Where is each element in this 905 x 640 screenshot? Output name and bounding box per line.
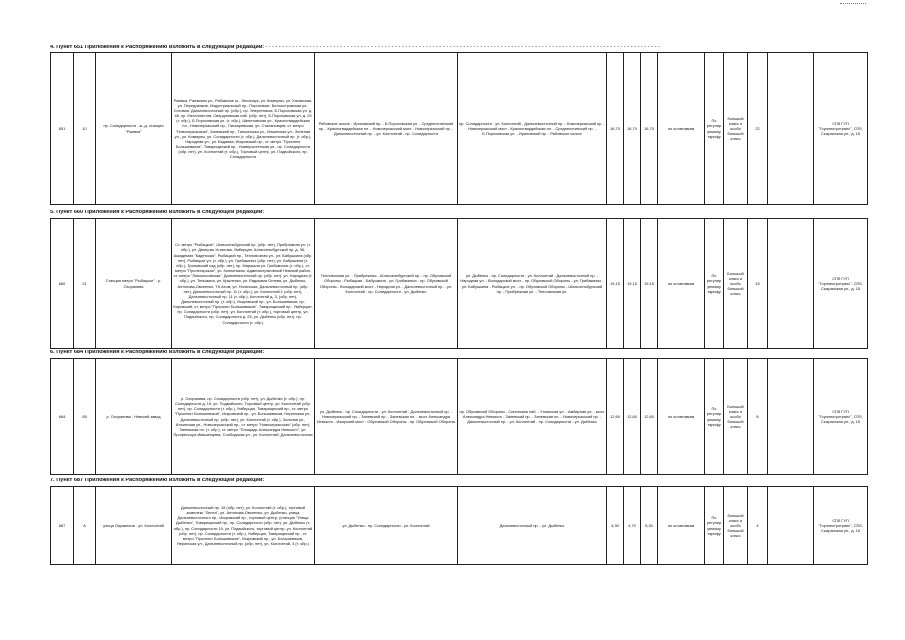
empty-cell bbox=[768, 53, 814, 205]
section-title: 7. Пункт 687 Приложения к Распоряжению изложить в следующей редакции: bbox=[50, 478, 265, 483]
table-row bbox=[51, 219, 868, 349]
route-stops: Дальневосточный пр. 15 (обр. нет), ул. Коллонтай (т. обр.), торговый комплекс "Лента", ул. Антонова-Овсеенко, ул. Дыбенко, улица Дальневосточного пр., Искровский пр., торговый центр, (станция "Улица Дыбенко", Товарищеский пр., пр. Солидарности (обр. нет), ул. Дыбенко (т. обр.), пр. Солидарности 19, ул. Подвойского, торговый центр, ул. Коллонтай (обр. нет), пр. Солидарности (т. обр.), Умберцан, Товарищеский пр., ст. метро "Проспект Большевиков", Искровский пр., ул. Большевиков, Неринская ул., Дальневосточный пр. (обр. нет), ул. Коллонтай, 3 (т. обр.) bbox=[172, 487, 315, 565]
carrier: СПб ГУП "Горэлектротранс", СПб, Сызранская ул., д. 15 bbox=[814, 53, 868, 205]
route-forward: ул. Дыбенко - пр. Солидарности - ул. Коллонтай bbox=[315, 487, 458, 565]
carrier: СПб ГУП "Горэлектротранс", СПб, Сызранская ул., д. 15 bbox=[814, 487, 868, 565]
route-stops: р. Охоранива, пр. Солидарности (обр. нет), ул. Дыбенко (т. обр.), пр. Солидарности д. 19, ул. Подвойского, Торговый центр, ул. Коллонтай (обр. нет), пр. Солидарности (т. обр.), Умберцан, Товарищеский пр., ст. метро "Проспект Большевиков", Искровский пр., ул. Большевиков, Неринская ул., Дальневосточный пр. (обр. нет), ул. Коллонтай (т. обр.), Зольная ул., Ильинская ул., Новочеркасский пр., ст. метро "Новочеркасская" (обр. нет), Заневская пл. (т. обр.), ст. метро "Площадь Александра Невского", ул. Профессора Ивашенцева, Слободская ул., ул. Коллонтай, Дальневосточная bbox=[172, 359, 315, 475]
table-row bbox=[51, 359, 868, 475]
vehicle-count: 4 bbox=[748, 487, 768, 565]
route-forward: Рябовское шоссе - Ириновский пр. - Б.Пороховская ул. - Среднеохтинский пр. - Красногвардейская пл. - Новочеркасский мост - Новочеркасский пр. - Дальневосточный пр. - ул. Коллонтай - пр. Солидарности bbox=[315, 53, 458, 205]
route-stops: Ст. метро "Рыбацкое", Шлиссельбургский пр. (обр. нет), Прибрежная ул. (т. обр.), ул. Дмитрия Устинова, Умберцан, Шлиссельбургский пр. д. 36, Аккадемия "Кадетская", Рыбацкий пр., Тепловозная ул., ул. Бабушкина (обр. нет), Рыбацкое ул. (т. обр.), ул. Грибакиных (обр. нет), ул. Бабушкина (т. обр.), Триновский сад (обр. нет), пр. Маршала ул. Грибакиных (т. обр.), ст. метро "Пролетарская", ул. Колпинская, Административный Невский район, ст. метро "Ломоносовская", Дальневосточный пр. (обр. нет), ул. Народная (т. обр.), ул. Тельмана, ул. Крыленко, ул. Евдокима Огнева, ул. Дыбенко, Антонова-Овсеенко, ТК Атом, ул. Ногинская, Дальневосточный пр. (обр. нет), Дальневосточный пр. 11 (т. обр.), ул. Коллонтай 1 (обр. нет), Дальневосточный пр. 11 (т. обр.), Коллонтай д. 3, (обр. нет), Дальневосточный пр. (т. обр.), Искровский пр., ул. Большевиков, пр. Кировский, ст. метро "Проспект Большевиков", Товарищеский пр., Умберцан, пр. Солидарности (обр. нет), ул. Коллонтай (т. обр.), торговый центр, ул. Подвойского, пр. Солидарности д. 25, ул. Дыбенко (обр. нет), пр. Солидарности (т. обр.) bbox=[172, 219, 315, 349]
route-name: пр. Солидарности - ж.-д. станция "Ржевка" bbox=[96, 53, 172, 205]
route-number: 660 bbox=[51, 219, 74, 349]
route-code: 21 bbox=[74, 219, 96, 349]
route-number: 684 bbox=[51, 359, 74, 475]
route-number: 687 bbox=[51, 487, 74, 565]
route-code: А bbox=[74, 487, 96, 565]
route-name: улица Окраинина - ул. Коллонтай bbox=[96, 487, 172, 565]
vehicle-count: 22 bbox=[748, 53, 768, 205]
length-forward: 12,60 bbox=[607, 359, 624, 475]
empty-cell bbox=[768, 219, 814, 349]
length-total: 5,30 bbox=[641, 487, 658, 565]
length-forward: 19,15 bbox=[607, 219, 624, 349]
tariff: По регулируемому тарифу bbox=[705, 487, 724, 565]
route-forward: Тепловозная ул. - Прибрежная - Шлиссельбургский пр. - пр. Обуховской Обороны - Рыбацкая - Бабушкина - ул. Грибакиных - пр. Обуховской Обороны - Володарский мост - Народная ул. - Дальневосточный пр. - ул. Коллонтай - пр. Солидарности - ул. Дыбенко bbox=[315, 219, 458, 349]
table-row bbox=[51, 487, 868, 565]
empty-cell bbox=[768, 487, 814, 565]
carrier: СПб ГУП "Горэлектротранс", СПб, Сызранская ул., д. 15 bbox=[814, 219, 868, 349]
length-backward: 16,70 bbox=[624, 53, 641, 205]
route-table bbox=[50, 358, 868, 475]
top-dotted-line bbox=[840, 3, 866, 4]
empty-cell bbox=[768, 359, 814, 475]
length-forward: 16,70 bbox=[607, 53, 624, 205]
route-stops: Ржевка, Ржевская ул., Рябовское ш., Лесопарк, ул. Коммуны, ул. Хасанская, ул. Передовиков, Индустриальный пр., Пороховые, Белоостровская ул., Сотовая, Дальневосточный пр. (обр.), пр. Энергетиков, Б.Пороховская ул. д. 48, пр. Металлистов, Свердловская наб. (обр. нет), Б.Пороховская ул. д. 23 (т. обр.), Б.Пороховская ул. (т. обр.), Шепетовская ул., Красногвардейская пл., Новочеркасский пр., Пискаревская, ул. Стахановцев, ст. метро "Новочеркасская", Заневский пр., Тальинская ул., Ильинская ул., Зеленая ул., ул. Коммуны, ул. Солидарности (т. обр.), Дальневосточный пр. (т. обр.), Народная ул., ул. Бадаева, Искровский пр., ст. метро "Проспект Большевиков", Товарищеский пр., Университетская ул., пр. Солидарности (обр. нет), ул. Коллонтай (т. обр.), Торговый центр, ул. Подвойского, пр. Солидарности bbox=[172, 53, 315, 205]
route-backward: ул. Дыбенко - пр. Солидарности - ул. Коллонтай - Дальневосточный пр. - Народная ул. - Володарский мост - пр. Обуховской Обороны - ул. Грибакиных - ул. Бабушкина - Рыбацкое ул. - пр. Обуховской Обороны - Шлиссельбургский пр. - Прибрежная ул. - Тепловозная ул. bbox=[458, 219, 607, 349]
route-name: р. Охоранива - Невский завод bbox=[96, 359, 172, 475]
route-number: 651 bbox=[51, 53, 74, 205]
route-backward: пр. Солидарности - ул. Коллонтай - Дальневосточный пр. - Новочеркасский пр. - Новочеркасский мост - Красногвардейская пл. - Среднеохтинский пр. - Б.Пороховская ул. - Ириновский пр. - Рябовское шоссе bbox=[458, 53, 607, 205]
carrier: СПб ГУП "Горэлектротранс", СПб, Сызранская ул., д. 15 bbox=[814, 359, 868, 475]
vehicle-class: большой класс и особо большой класс bbox=[724, 487, 748, 565]
section-title: 4. Пункт 651 Приложения к Распоряжению изложить в следующей редакции:- - - - - - - - - - - - - - - - - - - - - - - - - - - - - - - - - - - - - - - - - - - - - - - - - - - - - - - - - - - - - - - - - - - - - - - - - - - - - - - - - - - - - - - - - - - - - - - - - - - - - - - - - - - - - - - - - - - - bbox=[50, 45, 660, 50]
route-table bbox=[50, 52, 868, 205]
route-code: 10 bbox=[74, 53, 96, 205]
vehicle-class: большой класс и особо большой класс bbox=[724, 53, 748, 205]
vehicle-class: Большой класс и особо большой класс bbox=[724, 359, 748, 475]
table-row bbox=[51, 53, 868, 205]
tariff: По регулируемому тарифу bbox=[705, 359, 724, 475]
route-code: 65 bbox=[74, 359, 96, 475]
route-table bbox=[50, 218, 868, 349]
stop-mode: по остановкам bbox=[658, 219, 705, 349]
length-total: 19,15 bbox=[641, 219, 658, 349]
vehicle-class: Большой класс и особо большой класс bbox=[724, 219, 748, 349]
length-backward: 19,15 bbox=[624, 219, 641, 349]
stop-mode: по остановкам bbox=[658, 53, 705, 205]
tariff: По регулируемому тарифу bbox=[705, 53, 724, 205]
length-backward: 12,60 bbox=[624, 359, 641, 475]
length-total: 16,70 bbox=[641, 53, 658, 205]
vehicle-count: 15 bbox=[748, 219, 768, 349]
route-forward: ул. Дыбенко - пр. Солидарности - ул. Коллонтай - Дальневосточный пр. - Новочеркасский пр. - Заневский пр. - Заневская пл. - мост Александра Невского - Ижорский мост - Обуховской Обороны - пр. Обуховской Обороны bbox=[315, 359, 458, 475]
length-backward: 4,70 bbox=[624, 487, 641, 565]
tariff: По регулируемому тарифу bbox=[705, 219, 724, 349]
vehicle-count: 8 bbox=[748, 359, 768, 475]
stop-mode: по остановкам bbox=[658, 359, 705, 475]
route-name: Станция метро "Рыбацкое" - р. Охоранива bbox=[96, 219, 172, 349]
route-backward: пр. Обуховской Обороны - Синопская наб. - Уткинская ул. - Амбарная ул. - мост Александра Невского - Заневский пр. - Заневская пл. - Новочеркасский пр. - Дальневосточный пр. - ул. Коллонтай - пр. Солидарности - ул. Дыбенко bbox=[458, 359, 607, 475]
length-forward: 4,30 bbox=[607, 487, 624, 565]
section-title: 5. Пункт 660 Приложения к Распоряжению изложить в следующей редакции: bbox=[50, 210, 265, 215]
length-total: 12,60 bbox=[641, 359, 658, 475]
route-table bbox=[50, 486, 868, 565]
stop-mode: по остановкам bbox=[658, 487, 705, 565]
route-backward: Дальневосточный пр. - ул. Дыбенко bbox=[458, 487, 607, 565]
section-title: 6. Пункт 684 Приложения к Распоряжению изложить в следующей редакции: bbox=[50, 350, 265, 355]
